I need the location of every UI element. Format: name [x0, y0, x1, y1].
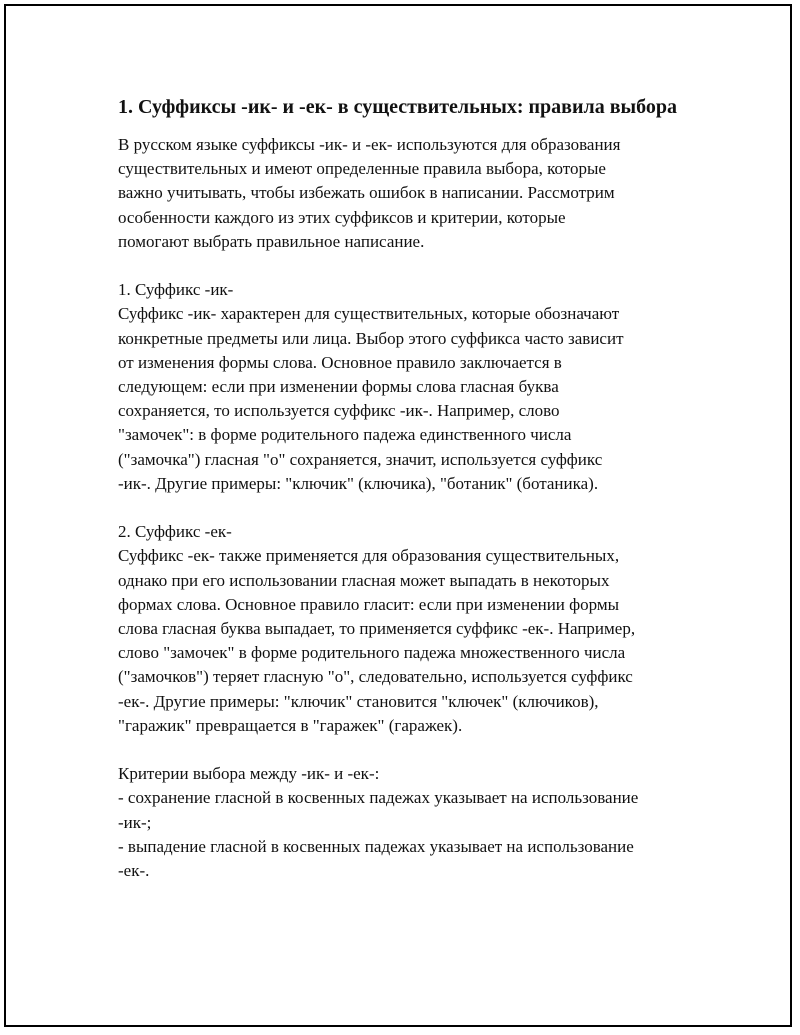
- section-1-body: Суффикс -ик- характерен для существительных, которые обозначают конкретные предметы или лица. Выбор этого суффикса часто зависит от изменения формы слова. Основное правило заключается в следующем: если при изменении формы слова гласная буква сохраняется, то используется суффикс -ик-. Например, слово "замочек": в форме родительного падежа единственного числа ("замочка") гласная "о" сохраняется, значит, используется суффикс -ик-. Другие примеры: "ключик" (ключика), "ботаник" (ботаника).: [118, 304, 624, 493]
- section-1-heading: 1. Суффикс -ик-: [118, 280, 234, 300]
- criteria-heading: Критерии выбора между -ик- и -ек-:: [118, 764, 380, 784]
- paragraph-spacer: [118, 496, 688, 520]
- section-2-heading: 2. Суффикс -ек-: [118, 522, 232, 542]
- paragraph-spacer: [118, 738, 688, 762]
- criteria-item: - выпадение гласной в косвенных падежах указывает на использование -ек-.: [118, 836, 634, 881]
- intro-paragraph: В русском языке суффиксы -ик- и -ек- используются для образования существительных и имеют определенные правила выбора, которые важно учитывать, чтобы избежать ошибок в написании. Рассмотрим особенности каждого из этих суффиксов и критерии, которые помогают выбрать правильное написание.: [118, 135, 621, 251]
- document-body: [118, 94, 688, 883]
- criteria-item: - сохранение гласной в косвенных падежах указывает на использование -ик-;: [118, 788, 639, 832]
- document-title: 1. Суффиксы -ик- и -ек- в существительных: правила выбора: [118, 96, 677, 118]
- section-2-body: Суффикс -ек- также применяется для образования существительных, однако при его использовании гласная может выпадать в некоторых формах слова. Основное правило гласит: если при изменении формы слова гласная буква выпадает, то применяется суффикс -ек-. Например, слово "замочек" в форме родительного падежа множественного числа ("замочков") теряет гласную "о", следовательно, используется суффикс -ек-. Другие примеры: "ключик" становится "ключек" (ключиков), "гаражик" превращается в "гаражек" (гаражек).: [118, 546, 636, 735]
- paragraph-spacer: [118, 254, 688, 278]
